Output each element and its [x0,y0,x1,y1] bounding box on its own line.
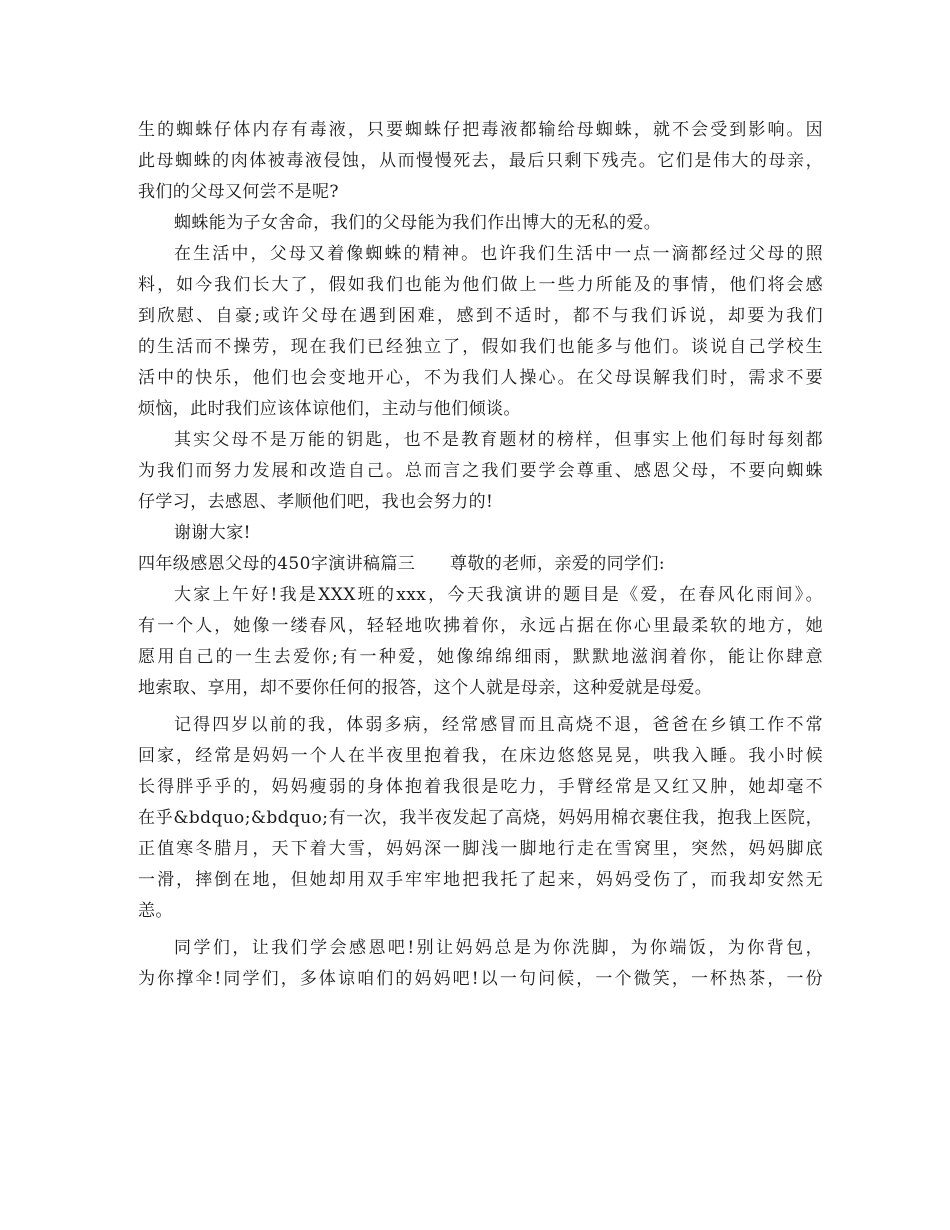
text-line: 在生活中，父母又着像蜘蛛的精神。也许我们生活中一点一滴都经过父母的照 [174,244,823,264]
text-line: 到欣慰、自豪;或许父母在遇到困难，感到不适时，都不与我们诉说，却要为我们 [138,306,823,326]
text-line: 我们的父母又何尝不是呢? [138,182,339,202]
text-line: 一滑，摔倒在地，但她却用双手牢牢地把我托了起来，妈妈受伤了，而我却安然无 [138,870,823,890]
text-line: 此母蜘蛛的肉体被毒液侵蚀，从而慢慢死去，最后只剩下残壳。它们是伟大的母亲， [138,151,823,171]
text-line: 记得四岁以前的我，体弱多病，经常感冒而且高烧不退，爸爸在乡镇工作不常 [174,715,823,735]
text-line: 恙。 [138,901,173,921]
text-line: 正值寒冬腊月，天下着大雪，妈妈深一脚浅一脚地行走在雪窝里，突然，妈妈脚底 [138,839,823,859]
text-line: 蜘蛛能为子女舍命，我们的父母能为我们作出博大的无私的爱。 [174,213,662,233]
text-line: 为你撑伞!同学们，多体谅咱们的妈妈吧!以一句问候，一个微笑，一杯热茶，一份 [138,969,823,989]
text-line: 有一个人，她像一缕春风，轻轻地吹拂着你，永远占据在你心里最柔软的地方，她 [138,616,823,636]
text-line: 回家，经常是妈妈一个人在半夜里抱着我，在床边悠悠晃晃，哄我入睡。我小时候 [138,746,823,766]
text-line: 长得胖乎乎的，妈妈瘦弱的身体抱着我很是吃力，手臂经常是又红又肿，她却毫不 [138,777,823,797]
document-body [138,115,823,995]
text-line: 生的蜘蛛仔体内存有毒液，只要蜘蛛仔把毒液都输给母蜘蛛，就不会受到影响。因 [138,120,823,140]
text-line: 的生活而不操劳，现在我们已经独立了，假如我们也能多与他们。谈说自己学校生 [138,337,823,357]
text-line: 活中的快乐，他们也会变地开心，不为我们人操心。在父母误解我们时，需求不要 [138,368,823,388]
text-line: 在乎&bdquo;&bdquo;有一次，我半夜发起了高烧，妈妈用棉衣裹住我，抱我上医院， [138,808,823,828]
text-line: 愿用自己的一生去爱你;有一种爱，她像绵绵细雨，默默地滋润着你，能让你肆意 [138,647,823,667]
text-line: 其实父母不是万能的钥匙，也不是教育题材的榜样，但事实上他们每时每刻都 [174,430,823,450]
text-line: 地索取、享用，却不要你任何的报答，这个人就是母亲，这种爱就是母爱。 [138,678,713,698]
text-line: 烦恼，此时我们应该体谅他们，主动与他们倾谈。 [138,399,521,419]
section-heading: 四年级感恩父母的450字演讲稿篇三 尊敬的老师，亲爱的同学们: [138,554,665,574]
text-line: 为我们而努力发展和改造自己。总而言之我们要学会尊重、感恩父母，不要向蜘蛛 [138,461,823,481]
text-line: 同学们，让我们学会感恩吧!别让妈妈总是为你洗脚，为你端饭，为你背包， [174,938,823,958]
text-line: 大家上午好!我是XXX班的xxx，今天我演讲的题目是《爱，在春风化雨间》。 [174,585,823,605]
text-line: 料，如今我们长大了，假如我们也能为他们做上一些力所能及的事情，他们将会感 [138,275,823,295]
text-line: 仔学习，去感恩、孝顺他们吧，我也会努力的! [138,492,494,512]
text-line: 谢谢大家! [174,523,251,543]
